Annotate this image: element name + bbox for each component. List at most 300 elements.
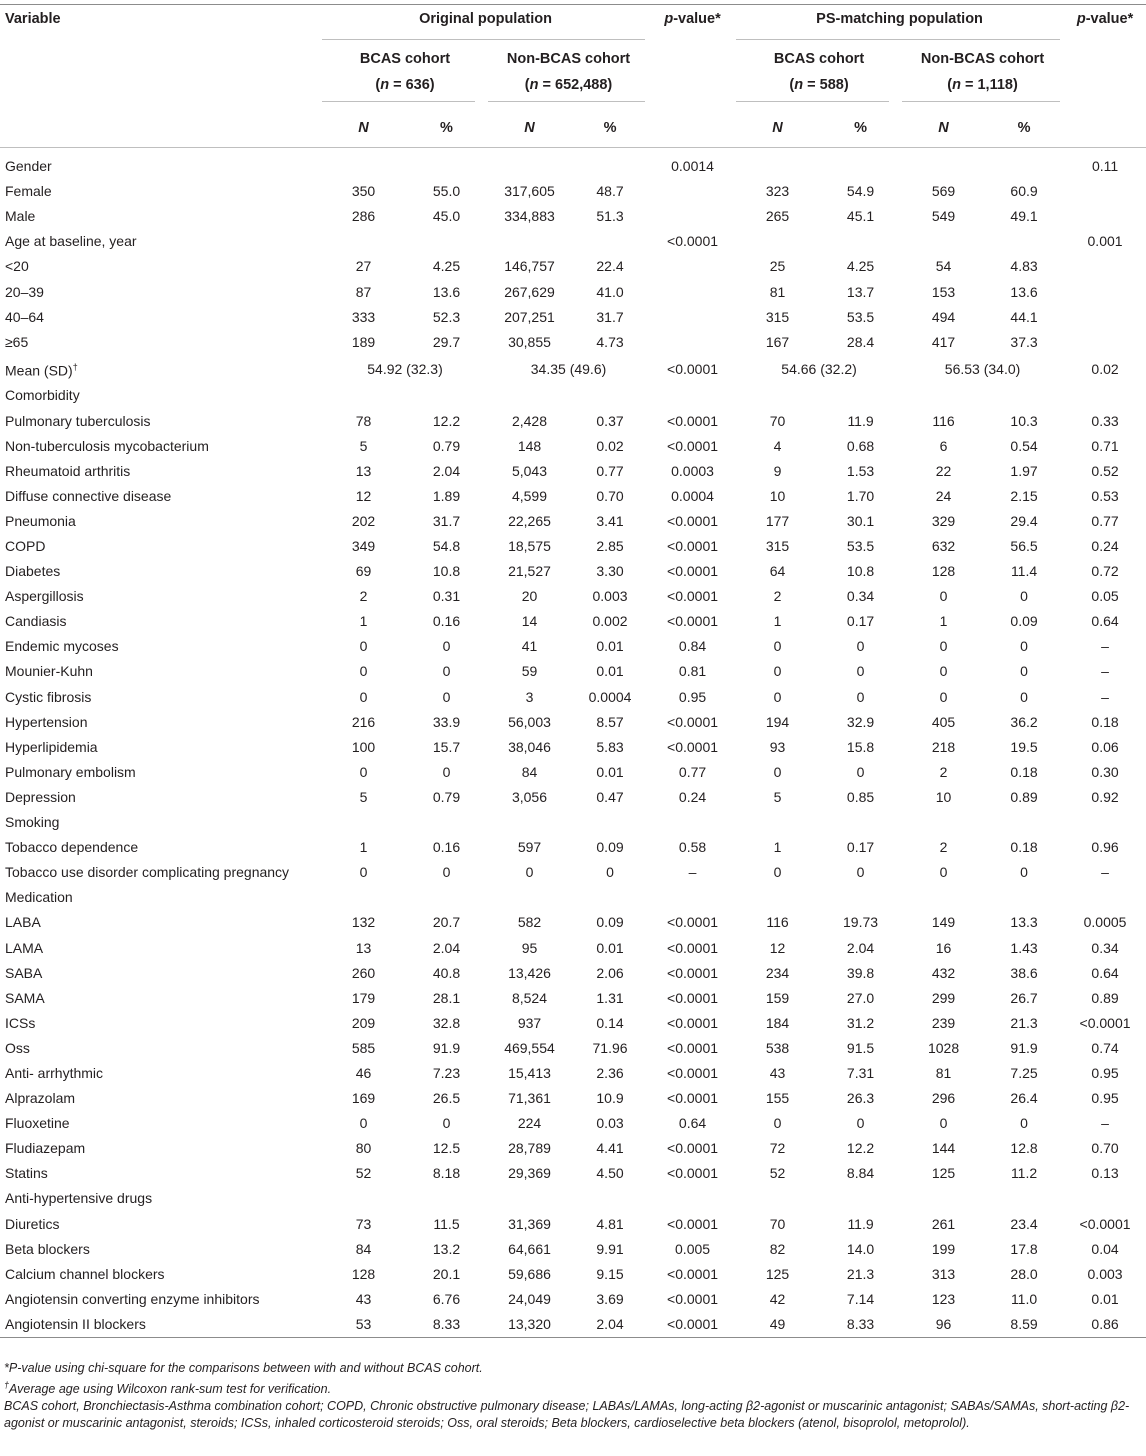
cell-m-nn: 0: [939, 1115, 948, 1132]
cell-o-bp: 45.0: [432, 208, 461, 225]
cell-o-bp: 32.8: [432, 1014, 461, 1031]
cell-m-nn: 96: [935, 1315, 952, 1332]
cell-mean-ps-p: 0.02: [1091, 360, 1119, 377]
table-row: [0, 1136, 1146, 1161]
cell-o-p: 0.005: [675, 1240, 711, 1257]
cell-m-np: 17.8: [1010, 1240, 1038, 1257]
cell-o-p: <0.0001: [667, 1315, 719, 1332]
cell-m-nn: 125: [931, 1165, 956, 1182]
cell-m-p: 0.24: [1091, 538, 1119, 555]
cell-m-p: [1063, 179, 1146, 204]
cell-o-p: <0.0001: [667, 588, 719, 605]
row-label: Medication: [5, 889, 73, 906]
cell-o-p: 0.84: [678, 638, 707, 655]
cell-o-p: 0.0014: [671, 158, 714, 175]
cell-o-np: 0.37: [596, 412, 624, 429]
cell-o-bn: 585: [351, 1039, 376, 1056]
cell-o-np: 0.09: [596, 914, 624, 931]
cell-o-np: 10.9: [596, 1090, 624, 1107]
cell-m-nn: 0: [939, 638, 948, 655]
cell-m-np: 1.97: [1010, 462, 1038, 479]
cell-m-bp: 53.5: [846, 308, 875, 325]
header-rule-orig-bcas: [322, 101, 475, 102]
table-row: [0, 1161, 1146, 1186]
cell-m-p: –: [1101, 688, 1109, 705]
cell-m-bp: 0: [856, 688, 865, 705]
cell-m-bp: 27.0: [846, 989, 875, 1006]
row-label: Tobacco use disorder complicating pregnancy: [5, 864, 290, 881]
table-row: [0, 760, 1146, 785]
cell-o-nn: [488, 148, 571, 180]
table-row: [0, 609, 1146, 634]
cell-m-nn: 6: [939, 437, 948, 454]
cell-o-nn: [488, 383, 571, 408]
row-label: ICSs: [5, 1014, 36, 1031]
cell-o-np: 2.04: [596, 1315, 624, 1332]
cell-m-np: 29.4: [1010, 512, 1038, 529]
row-label: Fludiazepam: [5, 1140, 86, 1157]
cell-m-np: 0.18: [1010, 763, 1038, 780]
cell-m-np: 26.4: [1010, 1090, 1038, 1107]
row-label: Hyperlipidemia: [5, 738, 98, 755]
cell-o-nn: [488, 885, 571, 910]
table-row: [0, 860, 1146, 885]
cell-m-bn: 82: [769, 1240, 786, 1257]
cell-m-np: 0.09: [1010, 613, 1038, 630]
table-row: [0, 383, 1146, 408]
row-label: Age at baseline, year: [5, 233, 137, 250]
cell-o-bn: 0: [359, 1115, 368, 1132]
cell-m-p: [1063, 305, 1146, 330]
table-row: [0, 910, 1146, 935]
cell-o-bp: 0: [442, 763, 451, 780]
cell-m-nn: 405: [931, 713, 956, 730]
cell-o-nn: 41: [521, 638, 538, 655]
cell-m-bn: 116: [766, 914, 789, 931]
cell-m-bn: 72: [769, 1140, 786, 1157]
cell-o-np: 41.0: [596, 283, 624, 300]
cell-m-np: 37.3: [1010, 333, 1038, 350]
table-row: [0, 735, 1146, 760]
cell-m-p: 0.70: [1091, 1140, 1119, 1157]
cell-m-nn: 432: [931, 964, 956, 981]
cell-o-np: 0.47: [596, 788, 624, 805]
cell-m-nn: 10: [935, 788, 952, 805]
cell-m-bn: 0: [773, 663, 782, 680]
cell-o-np: 0.02: [596, 437, 624, 454]
row-label: LABA: [5, 914, 41, 931]
cell-m-bn: 184: [765, 1014, 790, 1031]
cell-o-nn: 937: [517, 1014, 542, 1031]
row-label: Diffuse connective disease: [5, 487, 172, 504]
cell-m-bn: 0: [773, 688, 782, 705]
cell-m-nn: 299: [931, 989, 956, 1006]
cell-o-bn: 87: [355, 283, 372, 300]
cell-o-bn: 13: [355, 939, 372, 956]
cell-o-p: <0.0001: [667, 1140, 719, 1157]
cell-m-nn: 0: [939, 864, 948, 881]
cell-o-bp: 55.0: [432, 183, 461, 200]
row-label: Anti-hypertensive drugs: [5, 1190, 153, 1207]
cell-o-p: <0.0001: [667, 613, 719, 630]
cell-o-nn: 13,320: [508, 1315, 551, 1332]
cell-m-nn: [902, 383, 985, 408]
cell-m-bp: 0: [856, 864, 865, 881]
cell-o-p: <0.0001: [667, 1265, 719, 1282]
cell-m-bp: 0.68: [846, 437, 875, 454]
row-label: Hypertension: [5, 713, 88, 730]
cell-o-p: [649, 204, 736, 229]
cell-m-bp: 7.31: [846, 1064, 875, 1081]
cell-o-np: 0.09: [596, 839, 624, 856]
cell-m-bp: 0: [856, 1115, 865, 1132]
cell-o-bp: 31.7: [432, 512, 461, 529]
cell-o-nn: 64,661: [508, 1240, 551, 1257]
cell-o-nn: 56,003: [508, 713, 551, 730]
cell-m-bp: 0.17: [846, 839, 875, 856]
cell-o-bn: 1: [359, 839, 368, 856]
table-row: [0, 1237, 1146, 1262]
cell-m-bp: 8.84: [846, 1165, 875, 1182]
cell-o-bn: 84: [355, 1240, 372, 1257]
header-rule-ps-non-bcas: [902, 101, 1060, 102]
cell-o-nn: 148: [517, 437, 542, 454]
cell-o-nn: [488, 229, 571, 254]
cell-o-np: 3.41: [596, 512, 624, 529]
cell-o-np: 2.85: [596, 538, 624, 555]
row-label: Alprazolam: [5, 1090, 76, 1107]
header-p-value-original: p-value*: [664, 11, 721, 27]
cell-m-bn: 42: [769, 1290, 786, 1307]
header-rule-ps: [736, 39, 1060, 40]
cell-o-np: 0.003: [592, 588, 628, 605]
cell-m-p: 0.30: [1091, 763, 1119, 780]
cell-m-bn: 167: [765, 333, 790, 350]
cell-m-bp: 11.9: [847, 412, 874, 429]
cell-m-bn: 81: [769, 283, 786, 300]
cell-m-nn: 2: [939, 763, 948, 780]
cell-o-p: <0.0001: [667, 713, 719, 730]
row-label: Angiotensin converting enzyme inhibitors: [5, 1290, 260, 1307]
cell-m-bn: 125: [765, 1265, 790, 1282]
cell-m-np: 0.18: [1010, 839, 1038, 856]
cell-o-bn: 0: [359, 663, 368, 680]
cell-o-bn: 53: [355, 1315, 372, 1332]
cell-o-np: 4.73: [596, 333, 624, 350]
table-row: [0, 179, 1146, 204]
cell-o-bp: 52.3: [432, 308, 461, 325]
table-row: [0, 1036, 1146, 1061]
cell-m-nn: [902, 229, 985, 254]
cell-m-bp: 2.04: [846, 939, 875, 956]
cell-m-bn: 194: [765, 713, 790, 730]
header-col-n: N: [772, 119, 783, 136]
header-col-pct: %: [854, 119, 867, 136]
cell-o-bn: 0: [359, 864, 368, 881]
cell-m-nn: 313: [931, 1265, 956, 1282]
table-row: [0, 229, 1146, 254]
cell-o-p: <0.0001: [667, 939, 719, 956]
table-row-mean: [0, 355, 1146, 384]
cell-m-np: [985, 810, 1063, 835]
row-label: Mean (SD)†: [5, 361, 78, 379]
table-row: [0, 148, 1146, 180]
cell-o-bn: 349: [351, 538, 376, 555]
cell-m-np: [985, 885, 1063, 910]
header-orig-bcas-cohort: BCAS cohort (n = 636): [359, 51, 451, 93]
cell-m-nn: 199: [931, 1240, 956, 1257]
header-col-n: N: [358, 119, 369, 136]
cell-m-bp: [819, 229, 902, 254]
table-row: [0, 961, 1146, 986]
cell-o-bp: 10.8: [432, 563, 461, 580]
cell-o-bp: [405, 148, 488, 180]
cell-m-nn: 0: [939, 663, 948, 680]
cell-o-np: 4.41: [596, 1140, 624, 1157]
cell-o-np: 0.01: [596, 663, 624, 680]
cell-o-bp: [405, 383, 488, 408]
cell-m-bn: 12: [769, 939, 786, 956]
cell-m-bn: 49: [769, 1315, 786, 1332]
cell-o-bp: [405, 885, 488, 910]
cell-m-np: 91.9: [1010, 1039, 1038, 1056]
row-label: Cystic fibrosis: [5, 688, 92, 705]
cell-m-bp: 7.14: [846, 1290, 875, 1307]
cell-m-nn: 494: [931, 308, 956, 325]
cell-o-p: <0.0001: [667, 563, 719, 580]
cell-o-nn: 30,855: [508, 333, 551, 350]
cell-o-np: 0.77: [596, 462, 624, 479]
cell-m-np: 26.7: [1010, 989, 1038, 1006]
header-orig-non-bcas-cohort: Non-BCAS cohort (n = 652,488): [506, 51, 631, 93]
cell-o-bn: [322, 810, 405, 835]
table-row: [0, 685, 1146, 710]
cell-m-p: [1063, 1186, 1146, 1211]
cell-m-p: 0.95: [1091, 1064, 1119, 1081]
table-body: [0, 148, 1146, 1338]
cell-m-nn: 22: [935, 462, 952, 479]
cell-o-np: [571, 1186, 649, 1211]
cell-o-bn: 12: [355, 487, 372, 504]
cell-m-bp: 1.53: [846, 462, 875, 479]
row-label: Endemic mycoses: [5, 638, 119, 655]
cell-o-np: 0.002: [592, 613, 628, 630]
table-header: [0, 5, 1146, 148]
cell-o-np: 2.06: [596, 964, 624, 981]
cell-o-bp: 0: [442, 638, 451, 655]
cell-o-bp: 26.5: [432, 1090, 461, 1107]
cell-m-bp: 4.25: [846, 258, 875, 275]
cell-o-p: <0.0001: [667, 738, 719, 755]
cell-o-p: <0.0001: [667, 1090, 719, 1107]
cell-o-np: 8.57: [596, 713, 624, 730]
cell-o-p: [649, 179, 736, 204]
cell-m-p: 0.18: [1091, 713, 1119, 730]
cell-o-bp: [405, 810, 488, 835]
cell-m-p: 0.77: [1091, 512, 1119, 529]
cell-o-p: <0.0001: [667, 1215, 719, 1232]
cell-o-nn: 13,426: [508, 964, 551, 981]
cell-m-np: [985, 1186, 1063, 1211]
cell-m-p: 0.0005: [1083, 914, 1127, 931]
cell-m-bp: [819, 383, 902, 408]
cell-m-bn: 177: [765, 512, 790, 529]
cell-m-nn: 261: [931, 1215, 956, 1232]
cell-m-nn: 549: [931, 208, 956, 225]
cell-m-bp: 45.1: [846, 208, 875, 225]
cell-m-np: 56.5: [1010, 538, 1038, 555]
cell-o-bn: 2: [359, 588, 368, 605]
cell-m-np: [985, 229, 1063, 254]
cell-mean-ps-non-bcas: 56.53 (34.0): [944, 360, 1021, 377]
cell-m-bn: [736, 810, 819, 835]
cell-m-p: 0.11: [1091, 158, 1119, 175]
table-row: [0, 885, 1146, 910]
header-ps-bcas-cohort: BCAS cohort (n = 588): [773, 51, 865, 93]
cell-o-np: 0.03: [596, 1115, 624, 1132]
cell-m-p: <0.0001: [1079, 1014, 1131, 1031]
cell-o-np: 71.96: [592, 1039, 628, 1056]
cell-o-np: 3.30: [596, 563, 624, 580]
cell-o-bn: 80: [355, 1140, 372, 1157]
table-row: [0, 785, 1146, 810]
cell-m-nn: 123: [931, 1290, 956, 1307]
cell-o-p: 0.77: [678, 763, 707, 780]
cell-o-nn: 0: [525, 864, 534, 881]
table-row: [0, 935, 1146, 960]
cell-m-bn: 9: [773, 462, 782, 479]
cell-m-nn: [902, 810, 985, 835]
cell-m-p: 0.34: [1091, 939, 1119, 956]
cell-m-bp: 0: [856, 763, 865, 780]
footnote-average-age: †Average age using Wilcoxon rank-sum test for verification.: [4, 1380, 332, 1397]
cell-o-p: 0.95: [678, 688, 707, 705]
cell-o-np: 4.50: [596, 1165, 624, 1182]
cell-m-np: 12.8: [1010, 1140, 1038, 1157]
cell-m-bp: 39.8: [846, 964, 875, 981]
cell-o-bn: 52: [355, 1165, 372, 1182]
cell-o-np: 51.3: [596, 208, 624, 225]
cell-o-np: 0.01: [596, 763, 624, 780]
row-label: Tobacco dependence: [5, 839, 139, 856]
row-label: Angiotensin II blockers: [5, 1315, 146, 1332]
cell-o-nn: 15,413: [508, 1064, 551, 1081]
cell-o-bp: 12.5: [432, 1140, 461, 1157]
cell-m-np: 4.83: [1010, 258, 1038, 275]
cell-m-nn: 16: [935, 939, 952, 956]
row-label: Calcium channel blockers: [5, 1265, 165, 1282]
cell-o-bp: 20.7: [432, 914, 461, 931]
cell-m-np: 11.2: [1010, 1165, 1038, 1182]
table-row: [0, 509, 1146, 534]
cell-o-p: 0.81: [678, 663, 707, 680]
cell-o-bp: 20.1: [432, 1265, 461, 1282]
cell-o-nn: 22,265: [508, 512, 551, 529]
cell-m-bp: [819, 1186, 902, 1211]
cell-o-nn: 334,883: [504, 208, 555, 225]
row-label: Candiasis: [5, 613, 67, 630]
row-label: 40–64: [5, 308, 44, 325]
cell-m-nn: 153: [931, 283, 956, 300]
cell-o-np: [571, 810, 649, 835]
cell-m-bn: [736, 229, 819, 254]
cell-m-bp: 0.85: [846, 788, 875, 805]
cell-m-p: 0.74: [1091, 1039, 1119, 1056]
cell-m-np: 1.43: [1010, 939, 1038, 956]
cell-m-nn: [902, 1186, 985, 1211]
cell-m-bn: 234: [765, 964, 790, 981]
row-label: Diabetes: [5, 563, 61, 580]
row-label: Diuretics: [5, 1215, 60, 1232]
row-label: ≥65: [5, 333, 29, 350]
cell-o-bp: 13.2: [432, 1240, 461, 1257]
cell-m-p: [1063, 885, 1146, 910]
cell-m-bp: 11.9: [847, 1215, 874, 1232]
cell-o-p: <0.0001: [667, 1165, 719, 1182]
cell-o-nn: 8,524: [511, 989, 548, 1006]
table-row: [0, 710, 1146, 735]
row-label: Non-tuberculosis mycobacterium: [5, 437, 209, 454]
cell-o-nn: 582: [517, 914, 542, 931]
cell-o-nn: 224: [517, 1115, 542, 1132]
cell-o-p: [649, 1186, 736, 1211]
cell-m-nn: 0: [939, 588, 948, 605]
cell-m-bp: [819, 810, 902, 835]
cell-o-bp: 0.79: [432, 437, 461, 454]
table-row: [0, 204, 1146, 229]
cell-o-p: [649, 330, 736, 355]
cell-o-bn: 202: [351, 512, 376, 529]
cell-o-p: [649, 383, 736, 408]
cell-m-p: 0.89: [1091, 989, 1119, 1006]
cell-m-nn: 239: [931, 1014, 956, 1031]
cell-o-np: 0: [606, 864, 614, 881]
cell-o-np: 22.4: [596, 258, 624, 275]
cell-o-p: <0.0001: [667, 914, 719, 931]
cell-m-bn: 265: [765, 208, 790, 225]
cell-o-bn: [322, 1186, 405, 1211]
cell-o-p: [649, 279, 736, 304]
cell-o-bn: 169: [351, 1090, 376, 1107]
cell-o-bp: 0: [442, 688, 451, 705]
cell-m-bn: 25: [769, 258, 786, 275]
cell-m-np: 2.15: [1010, 487, 1038, 504]
table-row: [0, 305, 1146, 330]
cell-m-np: 0: [1020, 688, 1028, 705]
row-label: Comorbidity: [5, 387, 80, 404]
cell-m-np: 11.4: [1010, 563, 1038, 580]
cell-o-bp: 1.89: [432, 487, 461, 504]
row-label: 20–39: [5, 283, 44, 300]
cell-o-bn: 13: [355, 462, 372, 479]
cell-m-nn: 54: [935, 258, 952, 275]
cell-m-p: [1063, 810, 1146, 835]
cell-o-np: 9.15: [596, 1265, 624, 1282]
cell-o-bn: 100: [351, 738, 376, 755]
cell-o-np: 4.81: [596, 1215, 624, 1232]
cell-m-np: 0: [1020, 588, 1028, 605]
cell-m-nn: 116: [932, 412, 955, 429]
row-label: Fluoxetine: [5, 1115, 70, 1132]
cell-m-p: –: [1101, 663, 1109, 680]
cell-m-bn: 323: [765, 183, 790, 200]
cell-o-p: 0.58: [678, 839, 707, 856]
cell-o-bn: 73: [355, 1215, 372, 1232]
row-label: Male: [5, 208, 36, 225]
cell-m-nn: 128: [931, 563, 956, 580]
cell-o-nn: 95: [521, 939, 538, 956]
cell-o-bp: 6.76: [432, 1290, 461, 1307]
